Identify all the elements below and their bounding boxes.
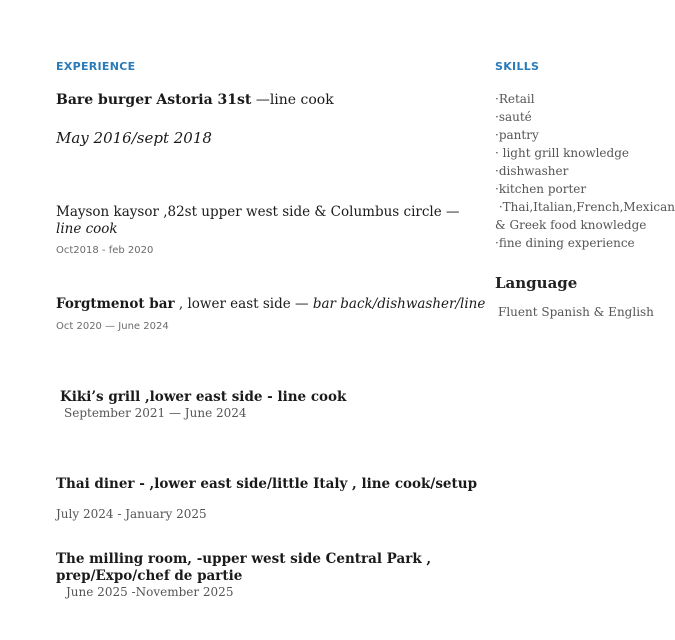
skill-item: ·kitchen porter xyxy=(495,182,587,196)
language-value: Fluent Spanish & English xyxy=(498,305,654,319)
job-title-1 xyxy=(56,92,334,108)
skill-item: · light grill knowledge xyxy=(495,146,629,160)
skill-item: ·Thai,Italian,French,Mexican xyxy=(495,200,675,214)
job-role-2: line cook xyxy=(56,221,118,237)
skill-item: ·Retail xyxy=(495,92,535,106)
job-dates-5: July 2024 - January 2025 xyxy=(56,507,207,521)
skill-item: ·dishwasher xyxy=(495,164,569,178)
experience-heading: EXPERIENCE xyxy=(56,60,136,73)
job-title-5: Thai diner - ,lower east side/little Italy , line cook/setup xyxy=(56,476,478,492)
job-employer-1: Bare burger Astoria 31st xyxy=(56,92,252,108)
job-location-3: , lower east side — xyxy=(174,296,313,312)
language-heading: Language xyxy=(495,274,578,292)
skill-item: ·fine dining experience xyxy=(495,236,635,250)
job-title-3 xyxy=(56,296,485,312)
job-role-1: —line cook xyxy=(251,92,334,108)
skill-item: & Greek food knowledge xyxy=(495,218,647,232)
job-employer-2: Mayson kaysor ,82st upper west side & Columbus circle — xyxy=(56,204,460,220)
skill-item: ·pantry xyxy=(495,128,539,142)
skills-list xyxy=(495,90,675,252)
job-dates-6: June 2025 -November 2025 xyxy=(66,585,234,599)
skill-item: ·sauté xyxy=(495,110,532,124)
job-dates-1: May 2016/sept 2018 xyxy=(56,129,212,147)
job-role-3: bar back/dishwasher/line xyxy=(312,296,486,312)
job-dates-3: Oct 2020 — June 2024 xyxy=(56,321,169,332)
job-dates-2: Oct2018 - feb 2020 xyxy=(56,245,154,256)
skills-heading: SKILLS xyxy=(495,60,540,73)
job-employer-3: Forgtmenot bar xyxy=(56,296,175,312)
job-dates-4: September 2021 — June 2024 xyxy=(64,406,247,420)
job-title-6-line2: prep/Expo/chef de partie xyxy=(56,568,243,584)
job-title-6-line1: The milling room, -upper west side Central Park , xyxy=(56,551,432,567)
job-title-4: Kiki’s grill ,lower east side - line cook xyxy=(60,389,347,405)
